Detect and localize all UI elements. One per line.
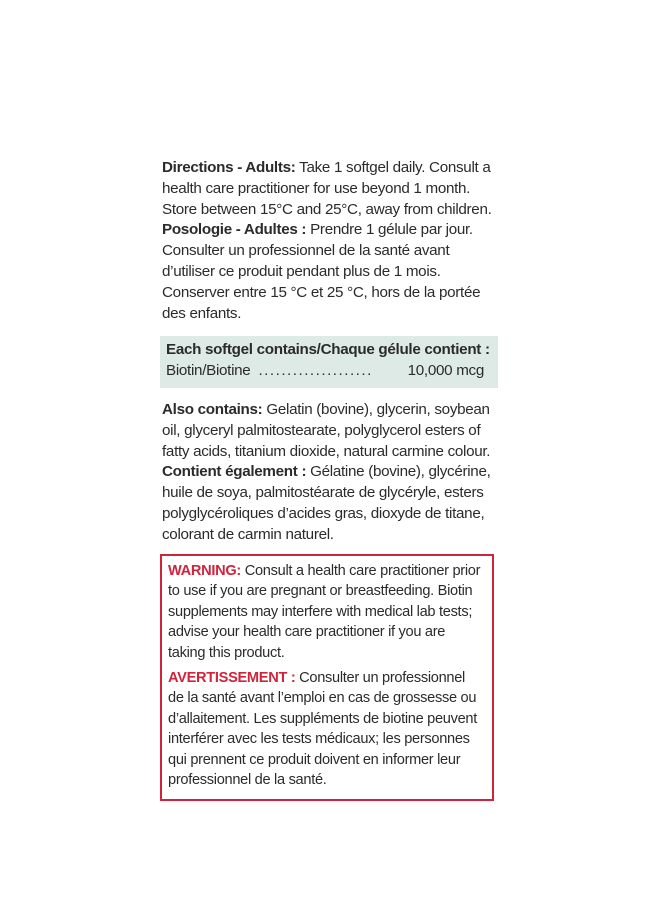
directions-en-title: Directions - Adults: bbox=[162, 159, 296, 176]
directions-fr-text: Prendre 1 gélule par jour. Consulter un professionnel de la santé avant d’utiliser ce produit pendant plus de 1 mois. Conserver entre 15 °C et 25 °C, hors de la portée des enfants. bbox=[162, 221, 481, 322]
also-contains-section bbox=[162, 400, 500, 546]
warning-en-title: WARNING: bbox=[168, 562, 241, 579]
also-contains-fr-title: Contient également : bbox=[162, 463, 307, 481]
also-contains-fr-text: Gélatine (bovine), glycérine, huile de soya, palmitostéarate de glycéryle, esters polyglycéroliques d’acides gras, dioxyde de titane, colorant de carmin naturel. bbox=[162, 463, 491, 543]
supplement-facts-box bbox=[160, 336, 498, 388]
warning-fr-text: Consulter un professionnel de la santé avant l’emploi en cas de grossesse ou d’allaitement. Les suppléments de biotine peuvent interférer avec les tests médicaux; les personnes qui prennent ce produit doivent en informer leur professionnel de la santé. bbox=[168, 669, 478, 789]
product-label-panel bbox=[162, 158, 500, 801]
warning-box bbox=[160, 554, 494, 802]
warning-en bbox=[168, 561, 484, 664]
warning-fr bbox=[168, 668, 484, 792]
supplement-heading: Each softgel contains/Chaque gélule contient : bbox=[166, 341, 490, 359]
supplement-row bbox=[166, 361, 498, 382]
directions-section bbox=[162, 158, 500, 324]
also-contains-en-text: Gelatin (bovine), glycerin, soybean oil, glyceryl palmitostearate, polyglycerol esters of fatty acids, titanium dioxide, natural carmine colour. bbox=[162, 400, 491, 460]
also-contains-en-title: Also contains: bbox=[162, 400, 263, 418]
supplement-amount: 10,000 mcg bbox=[407, 362, 484, 380]
supplement-ingredient: Biotin/Biotine bbox=[166, 362, 251, 380]
warning-fr-title: AVERTISSEMENT : bbox=[168, 669, 296, 686]
directions-en-text: Take 1 softgel daily. Consult a health care practitioner for use beyond 1 month. Store between 15°C and 25°C, away from children. bbox=[162, 159, 492, 218]
directions-fr-title: Posologie - Adultes : bbox=[162, 221, 307, 239]
warning-en-text: Consult a health care practitioner prior to use if you are pregnant or breastfeeding. Biotin supplements may interfere with medical lab tests; advise your health care practitioner if you are taking this product. bbox=[168, 562, 481, 661]
supplement-leader-dots: .................... bbox=[258, 362, 373, 380]
